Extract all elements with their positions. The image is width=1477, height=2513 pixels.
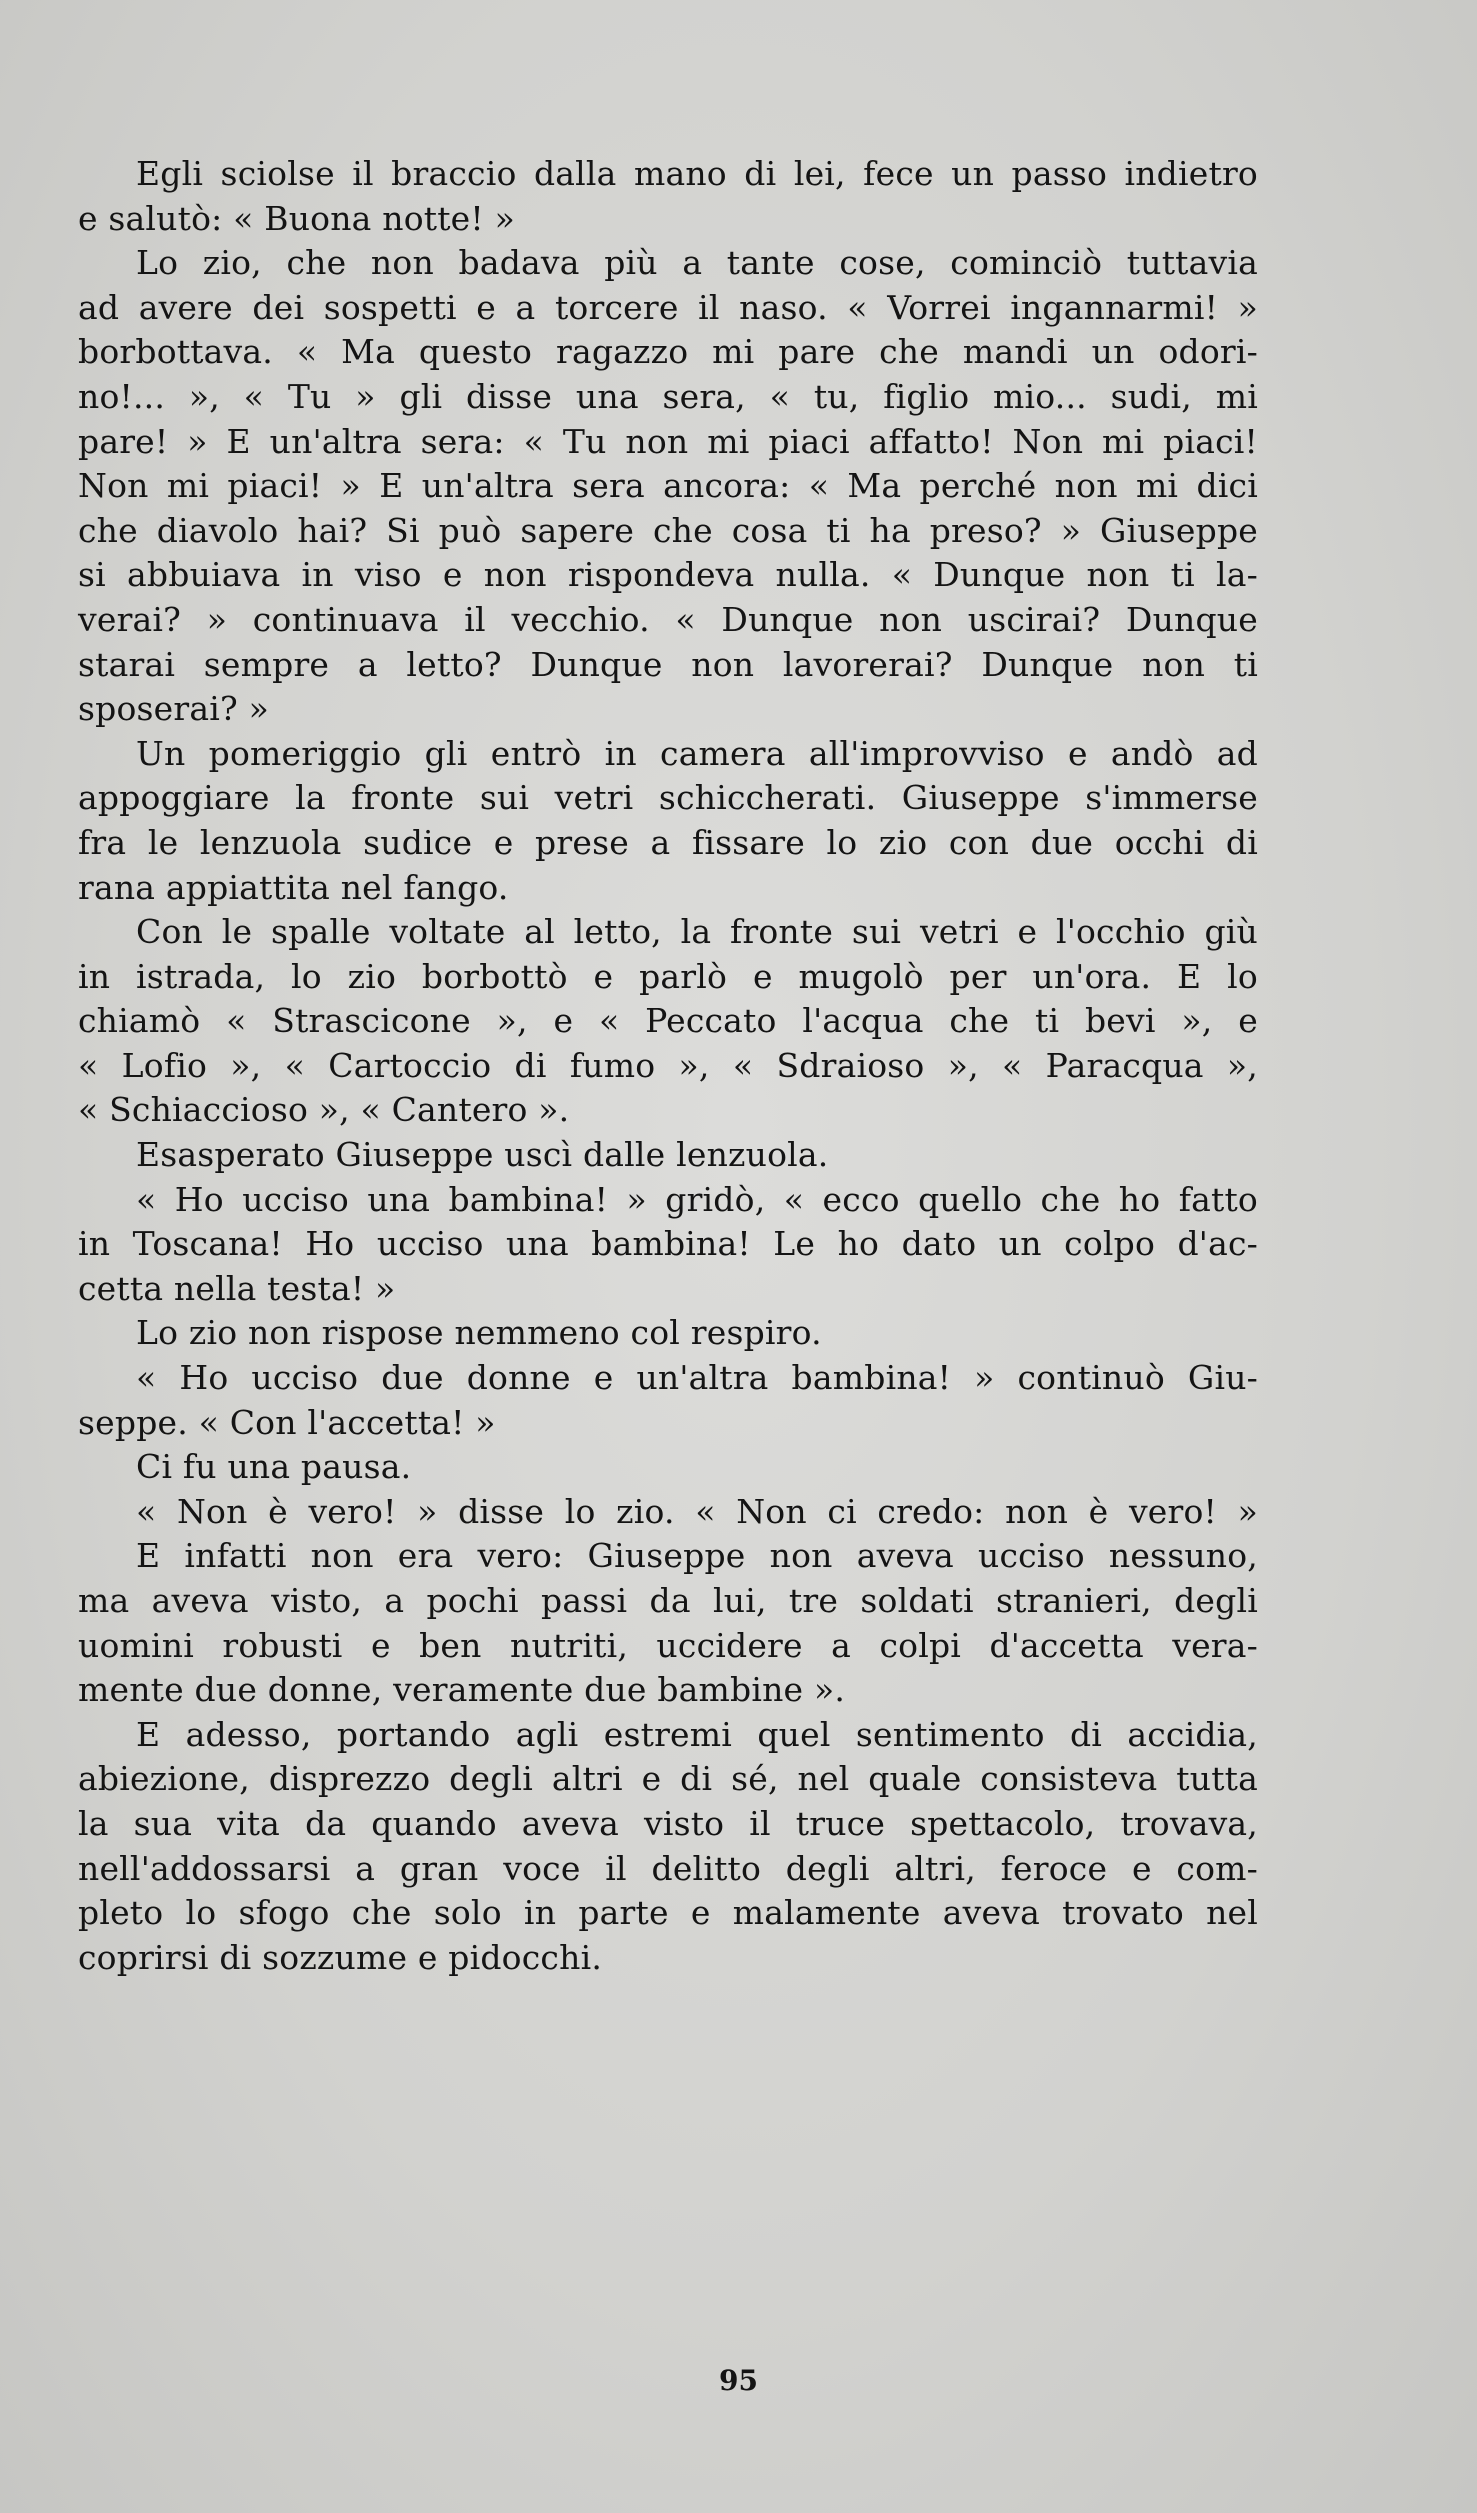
text-line: si abbuiava in viso e non rispondeva nulla. « Dunque non ti la- [78, 555, 1258, 595]
text-line: rana appiattita nel fango. [78, 867, 509, 907]
text-line: Non mi piaci! » E un'altra sera ancora: « Ma perché non mi dici [78, 466, 1258, 506]
text-line: e salutò: « Buona notte! » [78, 198, 515, 238]
text-line: ad avere dei sospetti e a torcere il naso. « Vorrei ingannarmi! » [78, 287, 1258, 327]
text-line: verai? » continuava il vecchio. « Dunque non uscirai? Dunque [78, 599, 1258, 639]
text-line: sposerai? » [78, 689, 269, 729]
text-line: Un pomeriggio gli entrò in camera all'improvviso e andò ad [136, 733, 1258, 773]
text-line: nell'addossarsi a gran voce il delitto degli altri, feroce e com- [78, 1848, 1258, 1888]
text-line: abiezione, disprezzo degli altri e di sé, nel quale consisteva tutta [78, 1759, 1258, 1799]
text-line: « Schiaccioso », « Cantero ». [78, 1090, 570, 1130]
text-line: cetta nella testa! » [78, 1268, 396, 1308]
text-line: « Ho ucciso due donne e un'altra bambina! » continuò Giu- [136, 1358, 1258, 1398]
text-line: Egli sciolse il braccio dalla mano di lei, fece un passo indietro [136, 154, 1258, 193]
text-line: « Non è vero! » disse lo zio. « Non ci credo: non è vero! » [136, 1491, 1258, 1531]
text-line: la sua vita da quando aveva visto il truce spettacolo, trovava, [78, 1803, 1258, 1843]
text-line: Ci fu una pausa. [136, 1447, 412, 1487]
text-line: borbottava. « Ma questo ragazzo mi pare che mandi un odori- [78, 332, 1258, 372]
text-line: Lo zio non rispose nemmeno col respiro. [136, 1313, 822, 1353]
text-line: no!... », « Tu » gli disse una sera, « tu, figlio mio... sudi, mi [78, 376, 1258, 416]
text-line: E infatti non era vero: Giuseppe non aveva ucciso nessuno, [136, 1536, 1258, 1576]
text-line: appoggiare la fronte sui vetri schiccherati. Giuseppe s'immerse [78, 778, 1258, 818]
text-line: coprirsi di sozzume e pidocchi. [78, 1937, 603, 1977]
text-line: pare! » E un'altra sera: « Tu non mi piaci affatto! Non mi piaci! [78, 421, 1258, 461]
text-line: ma aveva visto, a pochi passi da lui, tre soldati stranieri, degli [78, 1581, 1258, 1620]
text-line: Lo zio, che non badava più a tante cose, cominciò tuttavia [136, 243, 1258, 283]
text-line: uomini robusti e ben nutriti, uccidere a colpi d'accetta vera- [78, 1625, 1258, 1665]
text-line: « Lofio », « Cartoccio di fumo », « Sdraioso », « Paracqua », [78, 1045, 1258, 1085]
text-line: mente due donne, veramente due bambine ». [78, 1670, 846, 1710]
text-line: in Toscana! Ho ucciso una bambina! Le ho dato un colpo d'ac- [78, 1224, 1258, 1264]
body-text [78, 152, 1258, 1980]
page-number: 95 [719, 2364, 758, 2397]
text-line: chiamò « Strascicone », e « Peccato l'acqua che ti bevi », e [78, 1001, 1258, 1041]
text-line: E adesso, portando agli estremi quel sentimento di accidia, [136, 1714, 1258, 1754]
text-line: Esasperato Giuseppe uscì dalle lenzuola. [136, 1135, 829, 1175]
text-line: fra le lenzuola sudice e prese a fissare lo zio con due occhi di [78, 822, 1258, 862]
text-line: « Ho ucciso una bambina! » gridò, « ecco quello che ho fatto [136, 1179, 1258, 1219]
text-line: seppe. « Con l'accetta! » [78, 1402, 496, 1442]
text-line: pleto lo sfogo che solo in parte e malamente aveva trovato nel [78, 1893, 1258, 1933]
text-line: che diavolo hai? Si può sapere che cosa ti ha preso? » Giuseppe [78, 510, 1258, 550]
text-line: in istrada, lo zio borbottò e parlò e mugolò per un'ora. E lo [78, 956, 1258, 996]
text-line: starai sempre a letto? Dunque non lavorerai? Dunque non ti [78, 644, 1258, 684]
text-line: Con le spalle voltate al letto, la fronte sui vetri e l'occhio giù [136, 912, 1258, 952]
